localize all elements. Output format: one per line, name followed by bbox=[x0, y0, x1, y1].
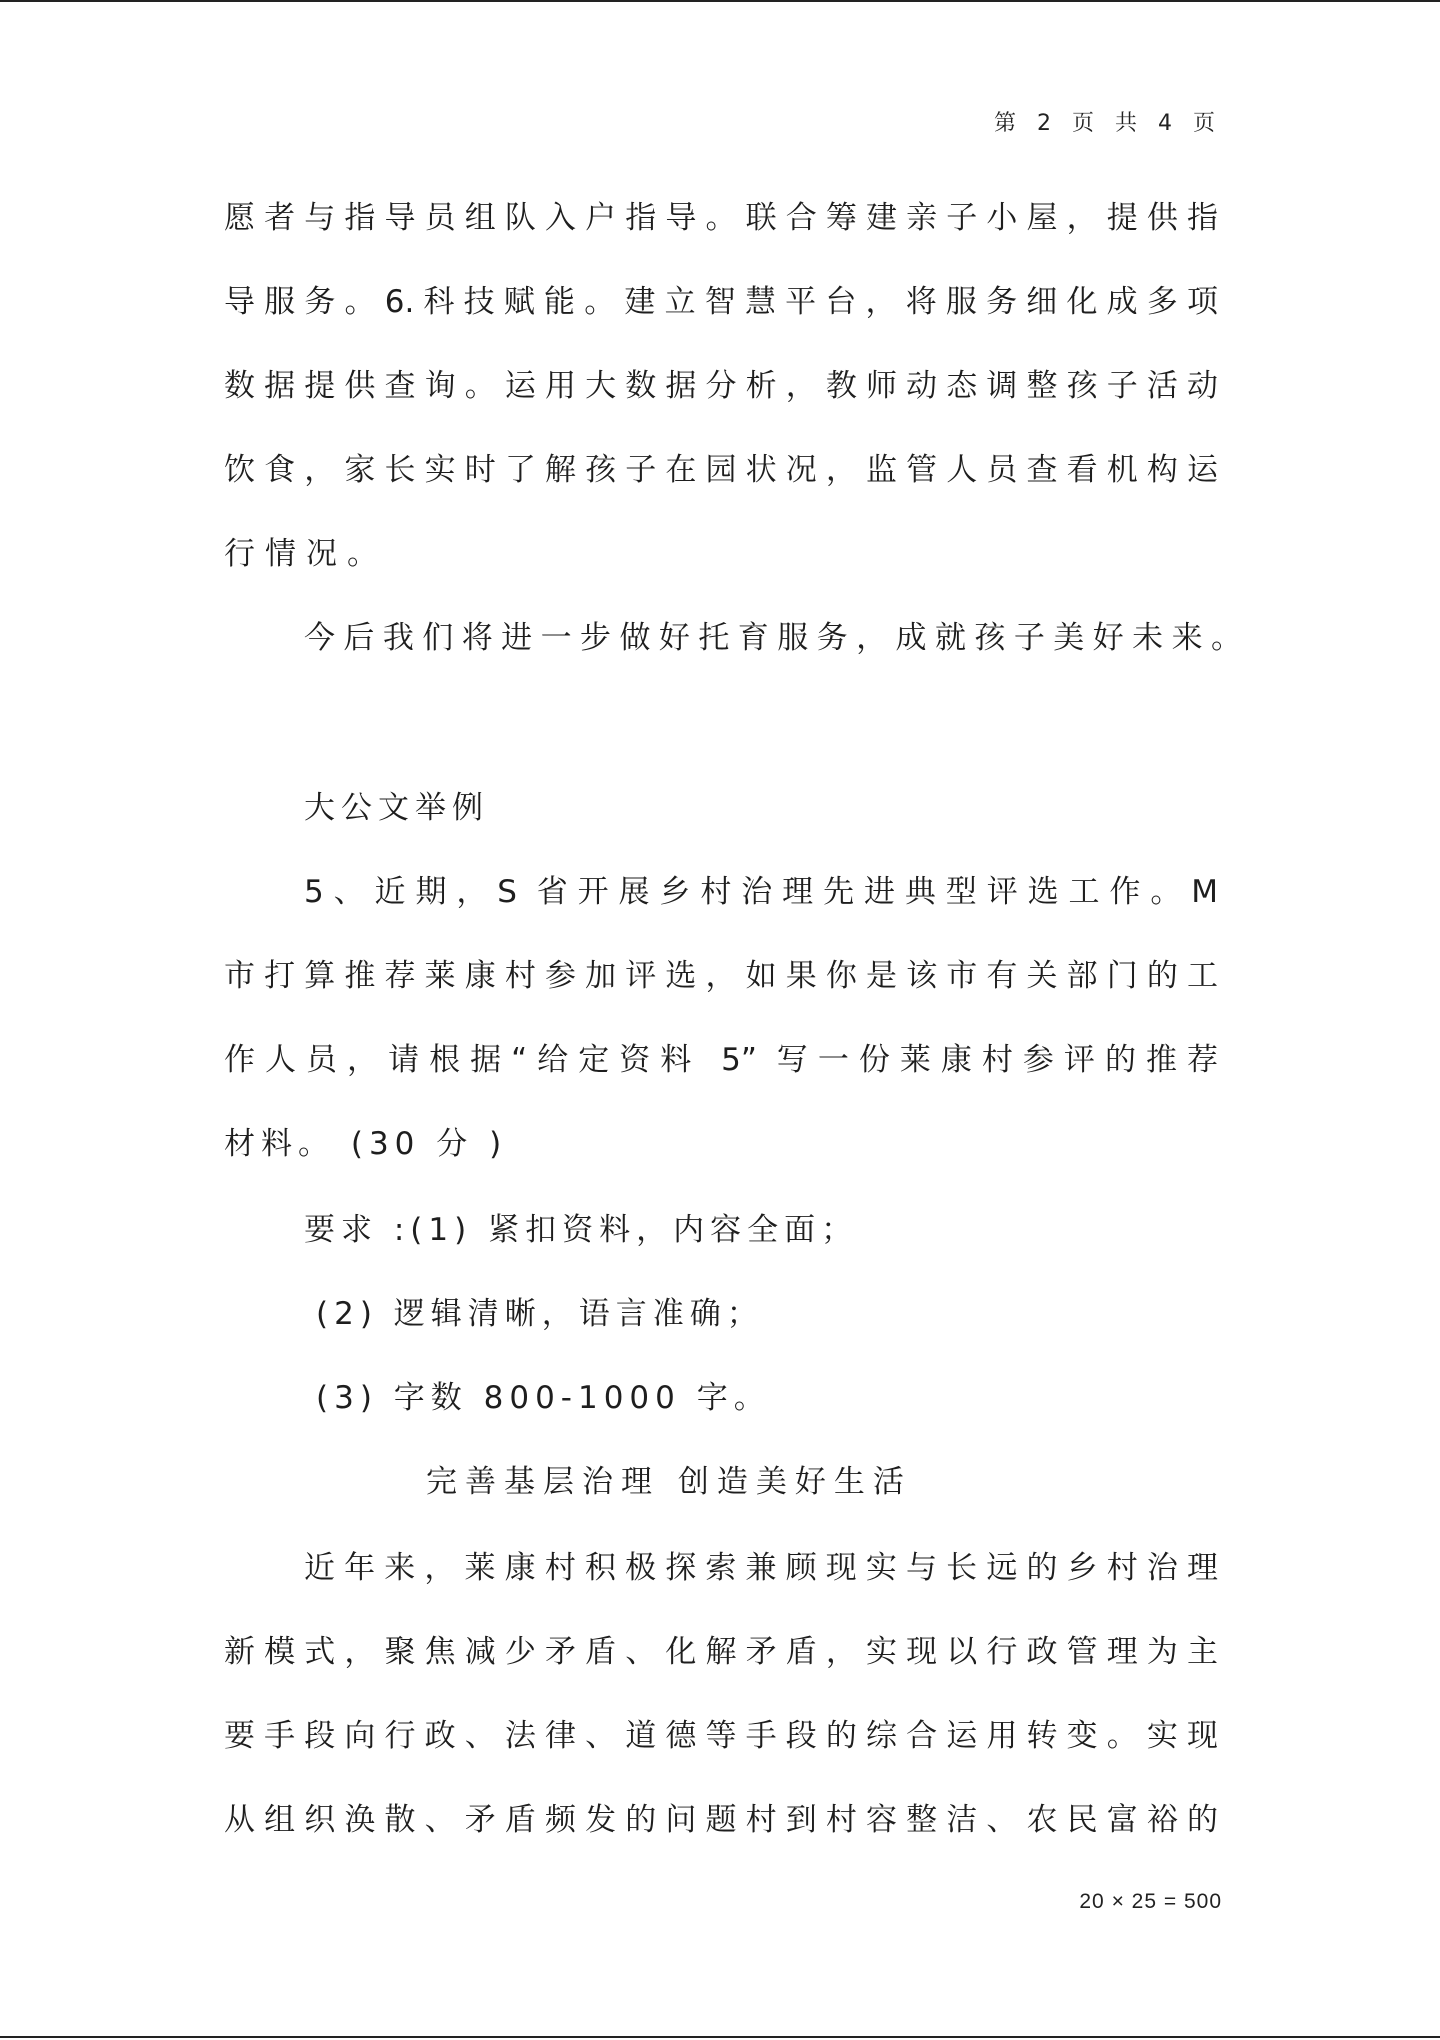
body-line: 数据提供查询。运用大数据分析，教师动态调整孩子活动 bbox=[224, 368, 1218, 404]
page-indicator: 第 2 页 共 4 页 bbox=[994, 111, 1222, 136]
bottom-border bbox=[0, 2036, 1440, 2038]
question-line: 材料。 (30 分 ) bbox=[224, 1126, 508, 1162]
section-heading: 大公文举例 bbox=[304, 790, 489, 826]
body-line: 愿者与指导员组队入户指导。联合筹建亲子小屋，提供指 bbox=[224, 200, 1218, 236]
grid-count: 20 × 25 = 500 bbox=[1079, 1890, 1222, 1913]
essay-title: 完善基层治理 创造美好生活 bbox=[426, 1464, 912, 1500]
essay-line: 近年来，莱康村积极探索兼顾现实与长远的乡村治理 bbox=[304, 1550, 1218, 1586]
body-line: 饮食，家长实时了解孩子在园状况，监管人员查看机构运 bbox=[224, 452, 1218, 488]
essay-line: 从组织涣散、矛盾频发的问题村到村容整洁、农民富裕的 bbox=[224, 1802, 1218, 1838]
question-line: 作人员，请根据“给定资料 5” 写一份莱康村参评的推荐 bbox=[224, 1042, 1218, 1078]
top-border bbox=[0, 0, 1440, 2]
body-line: 导服务。6.科技赋能。建立智慧平台，将服务细化成多项 bbox=[224, 284, 1218, 320]
requirement-line: (3) 字数 800-1000 字。 bbox=[316, 1380, 771, 1416]
question-line: 5、近期，S 省开展乡村治理先进典型评选工作。M bbox=[304, 874, 1218, 910]
essay-line: 要手段向行政、法律、道德等手段的综合运用转变。实现 bbox=[224, 1718, 1218, 1754]
closing-line: 今后我们将进一步做好托育服务，成就孩子美好未来。 bbox=[304, 620, 1242, 656]
body-line: 行情况。 bbox=[224, 536, 388, 572]
question-line: 市打算推荐莱康村参加评选，如果你是该市有关部门的工 bbox=[224, 958, 1218, 994]
essay-line: 新模式，聚焦减少矛盾、化解矛盾，实现以行政管理为主 bbox=[224, 1634, 1218, 1670]
requirement-line: (2) 逻辑清晰，语言准确； bbox=[316, 1296, 764, 1332]
requirement-line: 要求 :(1) 紧扣资料，内容全面； bbox=[304, 1212, 859, 1248]
